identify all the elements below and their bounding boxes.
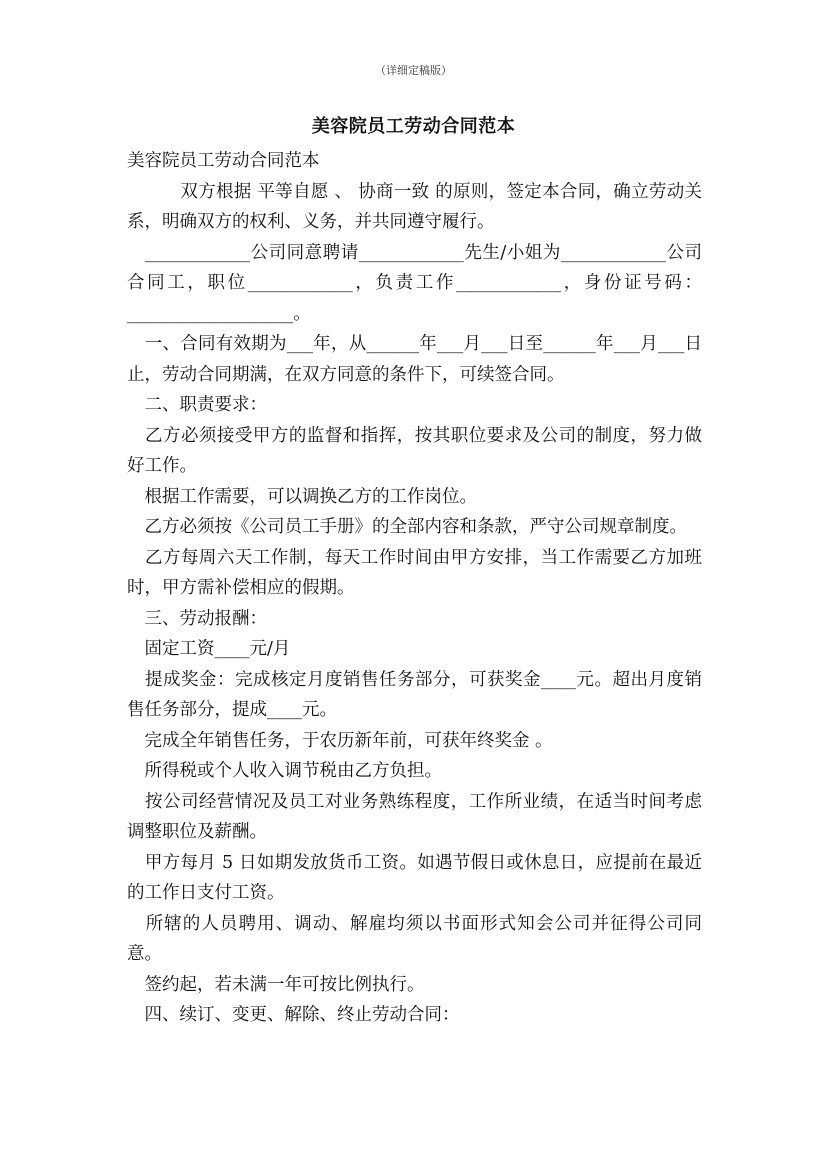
paragraph: 所辖的人员聘用、调动、解雇均须以书面形式知会公司并征得公司同意。 [127, 913, 702, 964]
document-title: 美容院员工劳动合同范本 [311, 116, 516, 137]
paragraph: 甲方每月 5 日如期发放货币工资。如遇节假日或休息日，应提前在最近的工作日支付工资。 [127, 852, 702, 903]
paragraph: 根据工作需要，可以调换乙方的工作岗位。 [127, 486, 477, 507]
paragraph: 三、劳动报酬： [127, 608, 267, 629]
paragraph: 乙方必须接受甲方的监督和指挥，按其职位要求及公司的制度，努力做好工作。 [127, 425, 702, 476]
paragraph: 美容院员工劳动合同范本 [127, 151, 320, 171]
paragraph: 所得税或个人收入调节税由乙方负担。 [127, 761, 442, 781]
paragraph: 二、职责要求： [127, 395, 267, 415]
header-note: （详细定稿版） [375, 64, 452, 77]
paragraph: 按公司经营情况及员工对业务熟练程度，工作所业绩，在适当时间考虑调整职位及薪酬。 [127, 791, 702, 842]
paragraph: 双方根据 平等自愿 、 协商一致 的原则，签定本合同，确立劳动关系，明确双方的权利、义务，并共同遵守履行。 [127, 181, 702, 232]
paragraph: 一、合同有效期为___年，从______年___月___日至______年___月___日止，劳动合同期满，在双方同意的条件下，可续签合同。 [127, 334, 702, 385]
paragraph: 完成全年销售任务，于农历新年前，可获年终奖金 。 [127, 730, 553, 751]
paragraph: 四、续订、变更、解除、终止劳动合同： [127, 1005, 460, 1025]
paragraph: 固定工资____元/月 [127, 639, 291, 659]
document-body [127, 146, 702, 1031]
paragraph: ____________公司同意聘请____________先生/小姐为____________公司合同工，职位____________，负责工作____________，身份证号码：___________________。 [127, 242, 702, 324]
paragraph: 乙方每周六天工作制，每天工作时间由甲方安排，当工作需要乙方加班时，甲方需补偿相应的假期。 [127, 547, 702, 598]
paragraph: 签约起，若未满一年可按比例执行。 [127, 974, 425, 995]
paragraph: 乙方必须按《公司员工手册》的全部内容和条款，严守公司规章制度。 [127, 517, 687, 537]
paragraph: 提成奖金：完成核定月度销售任务部分，可获奖金____元。超出月度销售任务部分，提成____元。 [127, 669, 702, 720]
